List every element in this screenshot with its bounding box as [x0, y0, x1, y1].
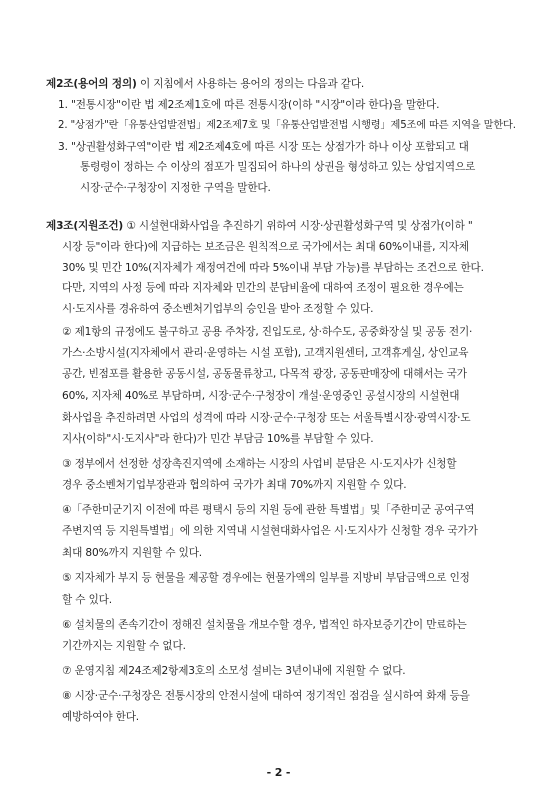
article3-line-5: 시·도지사를 경유하여 중소벤처기업부의 승인을 받아 조정할 수 있다.: [62, 303, 374, 315]
article3-para2-line-6: 지사(이하"시·도지사"라 한다)가 민간 부담금 10%를 부담할 수 있다.: [62, 433, 374, 445]
article3-para4-line-3: 최대 80%까지 지원할 수 있다.: [62, 547, 203, 559]
article2-item-3-cont-1: 통령령이 정하는 수 이상의 점포가 밀집되어 하나의 상권을 형성하고 있는 상업지역으로: [80, 161, 476, 173]
article2-heading-line: [46, 77, 364, 91]
article2-item-3: 3. "상권활성화구역"이란 법 제2조제4호에 따른 시장 또는 상점가가 하나 이상 포함되고 대: [58, 141, 469, 153]
article3-para2-line-2: 가스·소방시설(지자체에서 관리·운영하는 시설 포함), 고객지원센터, 고객휴게실, 상인교육: [62, 347, 469, 359]
article3-para5-line-1: ⑤ 지자체가 부지 등 현물을 제공할 경우에는 현물가액의 일부를 지방비 부담금액으로 인정: [62, 572, 470, 584]
page-number: - 2 -: [266, 766, 291, 779]
article3-para8-line-1: ⑧ 시장·군수·구청장은 전통시장의 안전시설에 대하여 정기적인 점검을 실시하여 화재 등을: [62, 690, 470, 702]
article3-line-1: ① 시설현대화사업을 추진하기 위하여 시장·상권활성화구역 및 상점가(이하 ": [123, 220, 473, 232]
article3-para6-line-2: 기간까지는 지원할 수 없다.: [62, 640, 186, 652]
article3-para2-line-1: ② 제1항의 규정에도 불구하고 공용 주차장, 진입도로, 상·하수도, 공중화장실 및 공동 전기·: [62, 326, 473, 338]
article3-para8-line-2: 예방하여야 한다.: [62, 711, 140, 723]
article3-heading: 제3조(지원조건): [46, 220, 124, 232]
article3-para7-line-1: ⑦ 운영지침 제24조제2항제3호의 소모성 설비는 3년이내에 지원할 수 없다.: [62, 665, 406, 677]
article3-line-3: 30% 및 민간 10%(지자체가 재정여건에 따라 5%이내 부담 가능)를 부담하는 조건으로 한다.: [62, 262, 484, 274]
article2-intro: 이 지침에서 사용하는 용어의 정의는 다음과 같다.: [136, 78, 365, 90]
article2-item-3-cont-2: 시장·군수·구청장이 지정한 구역을 말한다.: [80, 182, 271, 194]
article3-heading-line: [46, 219, 473, 233]
article3-para6-line-1: ⑥ 설치물의 존속기간이 정해진 설치물을 개보수할 경우, 법적인 하자보증기간이 만료하는: [62, 619, 467, 631]
article3-para3-line-2: 경우 중소벤처기업부장관과 협의하여 국가가 최대 70%까지 지원할 수 있다.: [62, 479, 407, 491]
article3-para4-line-2: 주변지역 등 지원특별법」에 의한 지역내 시설현대화사업은 시·도지사가 신청할 경우 국가가: [62, 525, 478, 537]
article3-line-2: 시장 등"이라 한다)에 지급하는 보조금은 원칙적으로 국가에서는 최대 60%이내를, 지자체: [62, 241, 469, 253]
article3-line-4: 다만, 지역의 사정 등에 따라 지자체와 민간의 분담비율에 대하여 조정이 필요한 경우에는: [62, 282, 464, 294]
article3-para4-line-1: ④「주한미군기지 이전에 따른 평택시 등의 지원 등에 관한 특별법」및「주한미군 공여구역: [62, 504, 475, 516]
article2-heading: 제2조(용어의 정의): [46, 78, 137, 90]
article3-para3-line-1: ③ 정부에서 선정한 성장촉진지역에 소재하는 시장의 사업비 분담은 시·도지사가 신청할: [62, 458, 457, 470]
article3-para2-line-3: 공간, 빈점포를 활용한 공동시설, 공동물류창고, 다목적 광장, 공동판매장에 대해서는 국가: [62, 368, 467, 380]
article3-para2-line-5: 화사업을 추진하려면 사업의 성격에 따라 시장·군수·구청장 또는 서울특별시장·광역시장·도: [62, 412, 471, 424]
article2-item-2: 2. "상점가"란「유통산업발전법」제2조제7호 및「유통산업발전법 시행령」제5조에 따른 지역을 말한다.: [58, 120, 516, 131]
article3-para2-line-4: 60%, 지자체 40%로 부담하며, 시장·군수·구청장이 개설·운영중인 공설시장의 시설현대: [62, 390, 460, 402]
article2-item-1: 1. "전통시장"이란 법 제2조제1호에 따른 전통시장(이하 "시장"이라 한다)을 말한다.: [58, 99, 440, 111]
article3-para5-line-2: 할 수 있다.: [62, 594, 112, 606]
